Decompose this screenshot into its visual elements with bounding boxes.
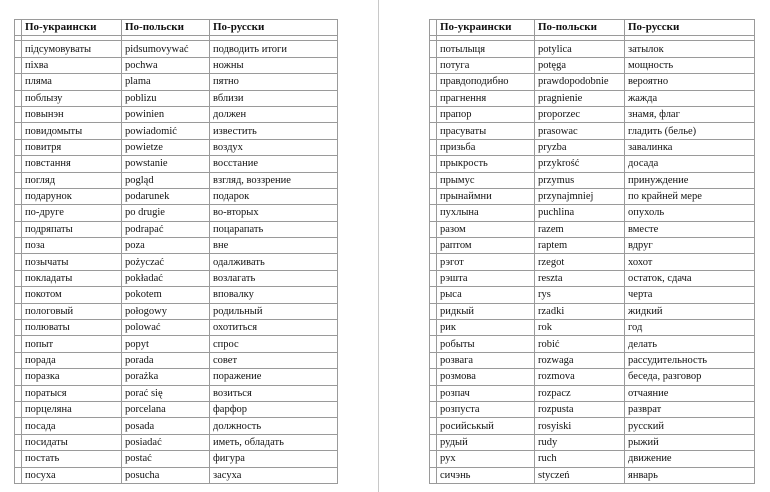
row-gutter (15, 221, 22, 237)
polish-cell: polować (122, 320, 210, 336)
polish-cell: prasowac (535, 123, 625, 139)
table-row (430, 451, 755, 467)
polish-cell: powinien (122, 106, 210, 122)
russian-cell: мощность (625, 57, 755, 73)
table-row (15, 303, 338, 319)
russian-cell: черта (625, 287, 755, 303)
row-gutter (15, 467, 22, 483)
ukrainian-cell: повстання (22, 156, 122, 172)
row-gutter (15, 205, 22, 221)
ukrainian-cell: попыт (22, 336, 122, 352)
russian-cell: русский (625, 418, 755, 434)
russian-cell: жидкий (625, 303, 755, 319)
table-row (15, 320, 338, 336)
polish-cell: posada (122, 418, 210, 434)
ukrainian-cell: постать (22, 451, 122, 467)
polish-cell: powietze (122, 139, 210, 155)
row-gutter (15, 90, 22, 106)
russian-cell: год (625, 320, 755, 336)
polish-cell: popyt (122, 336, 210, 352)
ukrainian-cell: прыкрость (437, 156, 535, 172)
table-row (430, 172, 755, 188)
table-row (430, 238, 755, 254)
table-row (430, 467, 755, 483)
table-row (430, 123, 755, 139)
polish-cell: porażka (122, 369, 210, 385)
polish-cell: rok (535, 320, 625, 336)
polish-cell: pożyczać (122, 254, 210, 270)
russian-cell: движение (625, 451, 755, 467)
russian-cell: пятно (210, 74, 338, 90)
polish-cell: prawdopodobnie (535, 74, 625, 90)
polish-cell: rudy (535, 434, 625, 450)
table-row (15, 156, 338, 172)
russian-cell: вповалку (210, 287, 338, 303)
russian-cell: делать (625, 336, 755, 352)
ukrainian-cell: подряпаты (22, 221, 122, 237)
russian-cell: поцарапать (210, 221, 338, 237)
ukrainian-cell: подарунок (22, 188, 122, 204)
polish-cell: porcelana (122, 401, 210, 417)
table-row (15, 254, 338, 270)
row-gutter (430, 369, 437, 385)
table-row (430, 401, 755, 417)
russian-cell: возлагать (210, 270, 338, 286)
row-gutter (15, 238, 22, 254)
russian-cell: вне (210, 238, 338, 254)
polish-cell: rozwaga (535, 352, 625, 368)
russian-cell: восстание (210, 156, 338, 172)
header-russian: По-русски (625, 20, 755, 36)
ukrainian-cell: прапор (437, 106, 535, 122)
polish-cell: pokładać (122, 270, 210, 286)
polish-cell: podrapać (122, 221, 210, 237)
polish-cell: posiadać (122, 434, 210, 450)
ukrainian-cell: поратыся (22, 385, 122, 401)
row-gutter (430, 401, 437, 417)
row-gutter (430, 418, 437, 434)
table-row (15, 106, 338, 122)
table-row (430, 106, 755, 122)
russian-cell: воздух (210, 139, 338, 155)
table-row (430, 205, 755, 221)
row-gutter (430, 303, 437, 319)
russian-cell: вблизи (210, 90, 338, 106)
table-row (15, 90, 338, 106)
ukrainian-cell: погляд (22, 172, 122, 188)
table-row (430, 156, 755, 172)
russian-cell: знамя, флаг (625, 106, 755, 122)
russian-cell: хохот (625, 254, 755, 270)
polish-cell: pidsumovywać (122, 41, 210, 57)
row-gutter (430, 287, 437, 303)
ukrainian-cell: рэшта (437, 270, 535, 286)
row-gutter (430, 320, 437, 336)
row-gutter (430, 106, 437, 122)
ukrainian-cell: призьба (437, 139, 535, 155)
polish-cell: pokotem (122, 287, 210, 303)
russian-cell: возиться (210, 385, 338, 401)
row-gutter (15, 303, 22, 319)
russian-cell: известить (210, 123, 338, 139)
russian-cell: подводить итоги (210, 41, 338, 57)
row-gutter (15, 156, 22, 172)
table-row (15, 172, 338, 188)
russian-cell: январь (625, 467, 755, 483)
row-gutter (15, 287, 22, 303)
russian-cell: остаток, сдача (625, 270, 755, 286)
table-row (430, 74, 755, 90)
row-gutter (15, 254, 22, 270)
table-row (430, 320, 755, 336)
vocab-table-right (429, 19, 755, 484)
ukrainian-cell: посидаты (22, 434, 122, 450)
russian-cell: вместе (625, 221, 755, 237)
russian-cell: родильный (210, 303, 338, 319)
row-gutter (15, 139, 22, 155)
table-row (15, 467, 338, 483)
russian-cell: подарок (210, 188, 338, 204)
russian-cell: разврат (625, 401, 755, 417)
row-gutter (15, 434, 22, 450)
header-polish: По-польски (535, 20, 625, 36)
ukrainian-cell: прынаймни (437, 188, 535, 204)
table-row (15, 221, 338, 237)
table-row (430, 90, 755, 106)
row-gutter (15, 188, 22, 204)
polish-cell: plama (122, 74, 210, 90)
polish-cell: potylica (535, 41, 625, 57)
polish-cell: powstanie (122, 156, 210, 172)
row-gutter (430, 254, 437, 270)
row-gutter (430, 57, 437, 73)
ukrainian-cell: рэгот (437, 254, 535, 270)
table-row (430, 221, 755, 237)
russian-cell: спрос (210, 336, 338, 352)
table-row (430, 287, 755, 303)
russian-cell: гладить (белье) (625, 123, 755, 139)
russian-cell: ножны (210, 57, 338, 73)
table-row (15, 434, 338, 450)
row-gutter (430, 270, 437, 286)
table-row (15, 74, 338, 90)
table-row (15, 139, 338, 155)
russian-cell: затылок (625, 41, 755, 57)
polish-cell: ruch (535, 451, 625, 467)
russian-cell: фарфор (210, 401, 338, 417)
russian-cell: иметь, обладать (210, 434, 338, 450)
row-gutter (430, 238, 437, 254)
polish-cell: porać się (122, 385, 210, 401)
russian-cell: рассудительность (625, 352, 755, 368)
row-gutter (430, 451, 437, 467)
row-gutter (430, 467, 437, 483)
polish-cell: poblizu (122, 90, 210, 106)
russian-cell: должность (210, 418, 338, 434)
row-gutter (430, 41, 437, 57)
row-gutter (430, 352, 437, 368)
polish-cell: robić (535, 336, 625, 352)
ukrainian-cell: рыса (437, 287, 535, 303)
polish-cell: pragnienie (535, 90, 625, 106)
table-row (15, 385, 338, 401)
table-row (15, 188, 338, 204)
polish-cell: porada (122, 352, 210, 368)
table-row (430, 270, 755, 286)
vocab-table-left (14, 19, 338, 484)
page-divider (378, 0, 379, 492)
row-gutter (15, 57, 22, 73)
ukrainian-cell: розвага (437, 352, 535, 368)
polish-cell: pogląd (122, 172, 210, 188)
ukrainian-cell: рудый (437, 434, 535, 450)
polish-cell: razem (535, 221, 625, 237)
row-gutter (15, 74, 22, 90)
polish-cell: styczeń (535, 467, 625, 483)
ukrainian-cell: полюваты (22, 320, 122, 336)
table-row (430, 434, 755, 450)
header-polish: По-польски (122, 20, 210, 36)
russian-cell: принуждение (625, 172, 755, 188)
ukrainian-cell: покотом (22, 287, 122, 303)
ukrainian-cell: потылыця (437, 41, 535, 57)
row-gutter (15, 172, 22, 188)
row-gutter (15, 270, 22, 286)
ukrainian-cell: піхва (22, 57, 122, 73)
ukrainian-cell: повидомыты (22, 123, 122, 139)
ukrainian-cell: посуха (22, 467, 122, 483)
table-row (15, 451, 338, 467)
ukrainian-cell: пологовый (22, 303, 122, 319)
table-row (15, 270, 338, 286)
russian-cell: жажда (625, 90, 755, 106)
header-row (15, 20, 338, 36)
row-gutter (15, 369, 22, 385)
row-gutter (15, 352, 22, 368)
polish-cell: postać (122, 451, 210, 467)
ukrainian-cell: посада (22, 418, 122, 434)
row-gutter (430, 172, 437, 188)
table-row (15, 352, 338, 368)
ukrainian-cell: порада (22, 352, 122, 368)
ukrainian-cell: прасуваты (437, 123, 535, 139)
russian-cell: опухоль (625, 205, 755, 221)
ukrainian-cell: рик (437, 320, 535, 336)
ukrainian-cell: прымус (437, 172, 535, 188)
polish-cell: rosyiski (535, 418, 625, 434)
ukrainian-cell: прагнення (437, 90, 535, 106)
russian-cell: во-вторых (210, 205, 338, 221)
polish-cell: rys (535, 287, 625, 303)
row-gutter (430, 123, 437, 139)
row-gutter (430, 90, 437, 106)
ukrainian-cell: пляма (22, 74, 122, 90)
russian-cell: взгляд, воззрение (210, 172, 338, 188)
row-gutter (430, 188, 437, 204)
polish-cell: reszta (535, 270, 625, 286)
russian-cell: рыжий (625, 434, 755, 450)
ukrainian-cell: поза (22, 238, 122, 254)
row-gutter (15, 385, 22, 401)
russian-cell: охотиться (210, 320, 338, 336)
ukrainian-cell: розпуста (437, 401, 535, 417)
polish-cell: puchlina (535, 205, 625, 221)
russian-cell: досада (625, 156, 755, 172)
ukrainian-cell: робыты (437, 336, 535, 352)
row-gutter (430, 205, 437, 221)
ukrainian-cell: розпач (437, 385, 535, 401)
ukrainian-cell: порцеляна (22, 401, 122, 417)
polish-cell: pochwa (122, 57, 210, 73)
table-row (430, 188, 755, 204)
row-gutter (15, 41, 22, 57)
header-russian: По-русски (210, 20, 338, 36)
polish-cell: rozpacz (535, 385, 625, 401)
table-row (430, 254, 755, 270)
ukrainian-cell: поразка (22, 369, 122, 385)
ukrainian-cell: ридкый (437, 303, 535, 319)
table-row (430, 57, 755, 73)
table-row (15, 401, 338, 417)
table-row (430, 139, 755, 155)
header-gutter (15, 20, 22, 36)
row-gutter (15, 123, 22, 139)
table-row (15, 57, 338, 73)
row-gutter (15, 336, 22, 352)
polish-cell: potęga (535, 57, 625, 73)
ukrainian-cell: підсумовуваты (22, 41, 122, 57)
russian-cell: фигура (210, 451, 338, 467)
polish-cell: raptem (535, 238, 625, 254)
table-row (430, 385, 755, 401)
table-row (15, 418, 338, 434)
header-ukrainian: По-украински (437, 20, 535, 36)
row-gutter (430, 336, 437, 352)
russian-cell: должен (210, 106, 338, 122)
polish-cell: rozpusta (535, 401, 625, 417)
polish-cell: powiadomić (122, 123, 210, 139)
row-gutter (15, 106, 22, 122)
table-row (430, 418, 755, 434)
russian-cell: по крайней мере (625, 188, 755, 204)
row-gutter (15, 451, 22, 467)
ukrainian-cell: росийськый (437, 418, 535, 434)
ukrainian-cell: правдоподибно (437, 74, 535, 90)
ukrainian-cell: пухлына (437, 205, 535, 221)
polish-cell: połogowy (122, 303, 210, 319)
polish-cell: po drugie (122, 205, 210, 221)
ukrainian-cell: по-друге (22, 205, 122, 221)
row-gutter (430, 139, 437, 155)
table-row (15, 238, 338, 254)
polish-cell: poza (122, 238, 210, 254)
row-gutter (15, 418, 22, 434)
polish-cell: przykrość (535, 156, 625, 172)
row-gutter (430, 156, 437, 172)
ukrainian-cell: повынэн (22, 106, 122, 122)
row-gutter (430, 221, 437, 237)
row-gutter (15, 320, 22, 336)
ukrainian-cell: розмова (437, 369, 535, 385)
ukrainian-cell: позычаты (22, 254, 122, 270)
table-row (15, 369, 338, 385)
russian-cell: одалживать (210, 254, 338, 270)
table-row (15, 336, 338, 352)
header-gutter (430, 20, 437, 36)
ukrainian-cell: поблызу (22, 90, 122, 106)
russian-cell: вероятно (625, 74, 755, 90)
russian-cell: завалинка (625, 139, 755, 155)
ukrainian-cell: покладаты (22, 270, 122, 286)
ukrainian-cell: сичэнь (437, 467, 535, 483)
row-gutter (430, 74, 437, 90)
polish-cell: przymus (535, 172, 625, 188)
table-row (430, 336, 755, 352)
table-row (15, 287, 338, 303)
russian-cell: совет (210, 352, 338, 368)
table-row (430, 352, 755, 368)
ukrainian-cell: повитря (22, 139, 122, 155)
row-gutter (430, 434, 437, 450)
polish-cell: rzegot (535, 254, 625, 270)
table-row (15, 41, 338, 57)
polish-cell: podarunek (122, 188, 210, 204)
russian-cell: отчаяние (625, 385, 755, 401)
ukrainian-cell: потуга (437, 57, 535, 73)
polish-cell: pryzba (535, 139, 625, 155)
header-ukrainian: По-украински (22, 20, 122, 36)
table-row (430, 41, 755, 57)
header-row (430, 20, 755, 36)
polish-cell: proporzec (535, 106, 625, 122)
polish-cell: rozmova (535, 369, 625, 385)
row-gutter (15, 401, 22, 417)
polish-cell: posucha (122, 467, 210, 483)
table-row (15, 205, 338, 221)
table-row (430, 303, 755, 319)
polish-cell: przynajmniej (535, 188, 625, 204)
ukrainian-cell: разом (437, 221, 535, 237)
ukrainian-cell: рух (437, 451, 535, 467)
ukrainian-cell: раптом (437, 238, 535, 254)
table-row (430, 369, 755, 385)
row-gutter (430, 385, 437, 401)
polish-cell: rzadki (535, 303, 625, 319)
russian-cell: беседа, разговор (625, 369, 755, 385)
russian-cell: засуха (210, 467, 338, 483)
russian-cell: вдруг (625, 238, 755, 254)
table-row (15, 123, 338, 139)
russian-cell: поражение (210, 369, 338, 385)
